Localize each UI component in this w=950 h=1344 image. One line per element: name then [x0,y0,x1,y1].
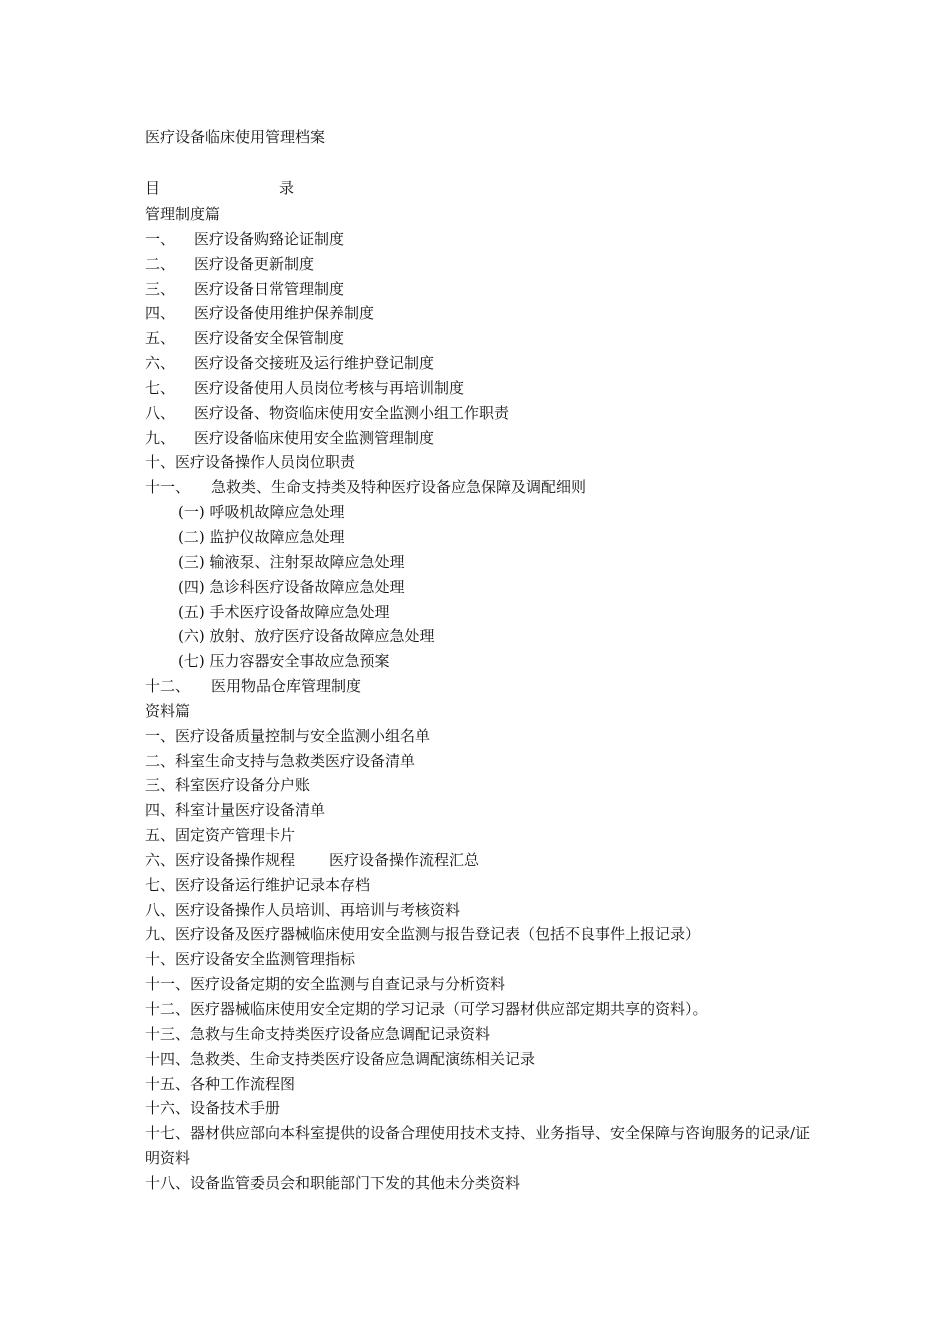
toc-item-text: 医疗设备日常管理制度 [194,279,345,298]
section-heading-management: 管理制度篇 [145,205,221,223]
toc-item: 三、科室医疗设备分户账 [145,776,311,795]
toc-item: 十、医疗设备操作人员岗位职责 [145,453,356,472]
toc-item: 十四、急救类、生命支持类医疗设备应急调配演练相关记录 [145,1049,536,1068]
toc-item-number: 四、 [145,304,176,323]
toc-item-number: 二、 [145,254,176,273]
toc-item: 十七、器材供应部向本科室提供的设备合理使用技术支持、业务指导、安全保障与咨询服务的记录/证明资料 [145,1124,811,1168]
toc-item [145,848,825,873]
toc-item-number: 八、 [145,403,176,422]
toc-item: 一、医疗设备质量控制与安全监测小组名单 [145,726,431,745]
toc-item-number: 十一、 [145,478,191,497]
toc-heading-mu: 目 [145,179,161,197]
toc-item [145,326,825,351]
toc-item-text: 医疗设备更新制度 [194,254,315,273]
toc-item-number: 十二、 [145,677,191,696]
toc-item-text: 医疗设备、物资临床使用安全监测小组工作职责 [194,403,510,422]
toc-subitem: (一) 呼吸机故障应急处理 [178,503,345,522]
toc-item-number: 七、 [145,378,176,397]
toc-item-number: 九、 [145,428,176,447]
toc-item: 十一、医疗设备定期的安全监测与自查记录与分析资料 [145,975,506,994]
toc-subitem: (二) 监护仪故障应急处理 [178,527,345,546]
toc-item: 七、医疗设备运行维护记录本存档 [145,875,371,894]
toc-item-text: 医疗设备交接班及运行维护登记制度 [194,354,435,373]
section-heading-materials: 资料篇 [145,701,191,720]
toc-item [145,401,825,426]
toc-item: 四、科室计量医疗设备清单 [145,801,326,820]
toc-item [145,674,825,699]
toc-subitem: (六) 放射、放疗医疗设备故障应急处理 [178,627,435,646]
toc-item-number: 五、 [145,329,176,348]
toc-subitem: (三) 输液泵、注射泵故障应急处理 [178,552,405,571]
toc-item [145,475,825,500]
toc-subitem: (四) 急诊科医疗设备故障应急处理 [178,577,405,596]
toc-item-text: 医疗设备操作流程汇总 [329,850,480,869]
toc-item-text: 六、医疗设备操作规程 [145,850,296,869]
toc-item-text: 医疗设备安全保管制度 [194,329,345,348]
toc-item-number: 一、 [145,229,176,248]
toc-item-text: 医疗设备使用人员岗位考核与再培训制度 [194,378,465,397]
toc-subitem: (七) 压力容器安全事故应急预案 [178,652,390,671]
toc-item: 十五、各种工作流程图 [145,1074,296,1093]
toc-item [145,252,825,277]
toc-item-text: 急救类、生命支持类及特种医疗设备应急保障及调配细则 [211,478,587,497]
toc-item [145,426,825,451]
toc-item-text: 医疗设备临床使用安全监测管理制度 [194,428,435,447]
toc-item-text: 医疗设备使用维护保养制度 [194,304,375,323]
toc-item [145,376,825,401]
toc-item [145,277,825,302]
toc-item: 十六、设备技术手册 [145,1099,281,1118]
toc-item: 十三、急救与生命支持类医疗设备应急调配记录资料 [145,1024,491,1043]
toc-item: 十八、设备监管委员会和职能部门下发的其他未分类资料 [145,1173,521,1192]
toc-item [145,227,825,252]
toc-item: 十、医疗设备安全监测管理指标 [145,950,356,969]
toc-item-text: 医用物品仓库管理制度 [211,677,362,696]
toc-heading-lu: 录 [279,179,295,197]
toc-item [145,351,825,376]
toc-item: 九、医疗设备及医疗器械临床使用安全监测与报告登记表（包括不良事件上报记录） [145,925,701,944]
document-title: 医疗设备临床使用管理档案 [145,128,326,146]
toc-item-number: 六、 [145,354,176,373]
toc-item: 十二、医疗器械临床使用安全定期的学习记录（可学习器材供应部定期共享的资料）。 [145,1000,708,1018]
toc-item-text: 医疗设备购臵论证制度 [194,229,345,248]
toc-item: 二、科室生命支持与急救类医疗设备清单 [145,751,416,770]
toc-list [145,202,825,1196]
toc-item [145,301,825,326]
toc-item-number: 三、 [145,279,176,298]
toc-item: 五、固定资产管理卡片 [145,826,296,845]
toc-item: 八、医疗设备操作人员培训、再培训与考核资料 [145,900,461,919]
toc-subitem: (五) 手术医疗设备故障应急处理 [178,602,390,621]
